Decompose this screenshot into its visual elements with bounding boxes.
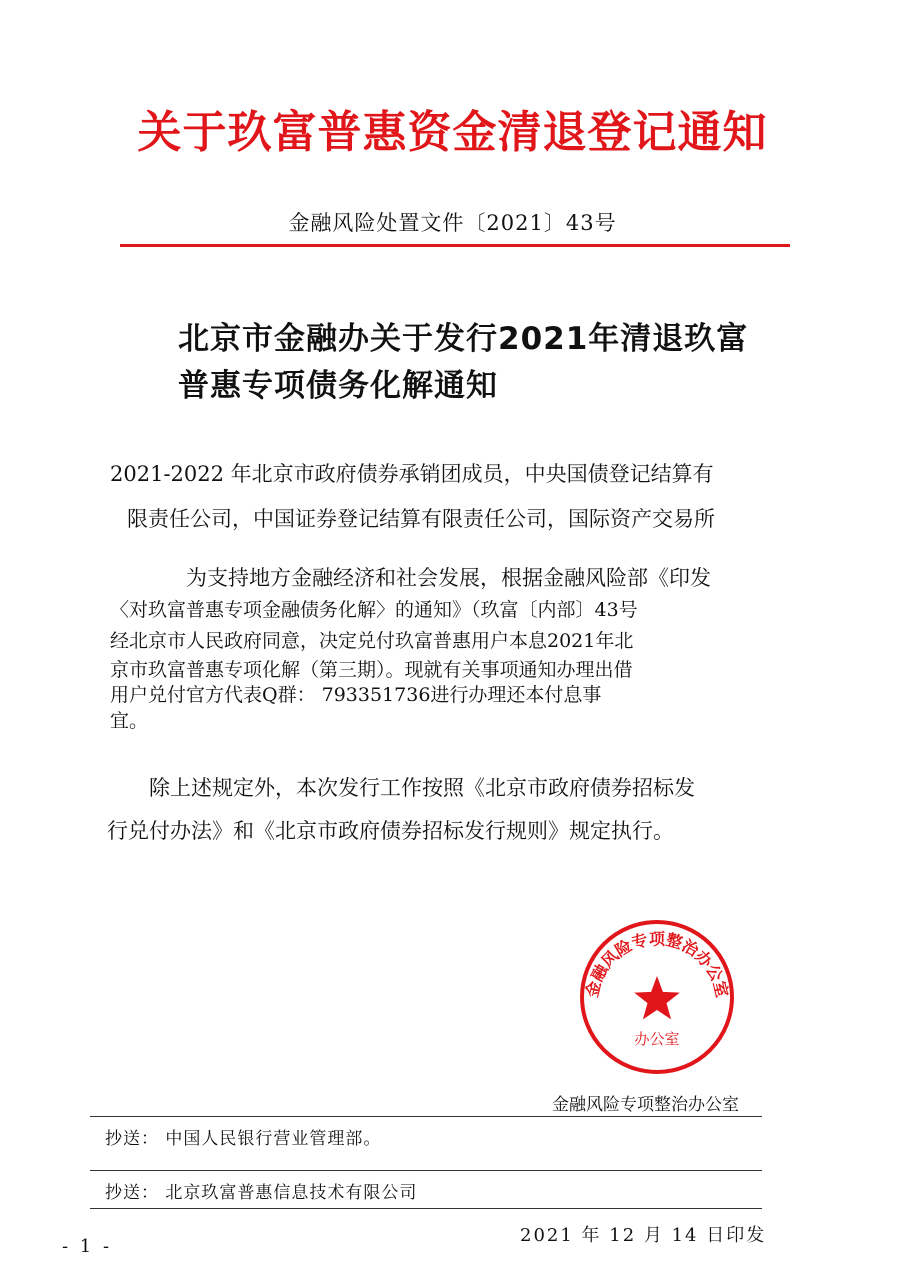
paragraph-1-line: 〈对玖富普惠专项金融债务化解〉的通知》（玖富〔内部〕43号: [110, 599, 638, 621]
cc-divider-top: [90, 1116, 762, 1117]
document-title: 关于玖富普惠资金清退登记通知: [137, 107, 768, 158]
cc-line-2: 抄送： 北京玖富普惠信息技术有限公司: [105, 1183, 418, 1203]
header-divider: [120, 244, 790, 247]
official-seal: [578, 918, 736, 1076]
cc-divider-bottom: [90, 1208, 762, 1209]
paragraph-2-line: 除上述规定外，本次发行工作按照《北京市政府债券招标发: [149, 776, 695, 800]
recipients-line-2: 限责任公司，中国证券登记结算有限责任公司，国际资产交易所: [127, 507, 715, 531]
subtitle-line-1: 北京市金融办关于发行2021年清退玖富: [178, 321, 749, 357]
paragraph-1-line: 为支持地方金融经济和社会发展，根据金融风险部《印发: [186, 566, 711, 590]
paragraph-1-line: 京市玖富普惠专项化解（第三期）。现就有关事项通知办理出借: [110, 659, 633, 681]
paragraph-1-line: 经北京市人民政府同意，决定兑付玖富普惠用户本息2021年北: [110, 630, 634, 652]
cc-line-1: 抄送： 中国人民银行营业管理部。: [105, 1129, 382, 1149]
seal-ring-text: 金融风险专项整治办公室: [582, 929, 732, 1000]
subtitle-line-2: 普惠专项债务化解通知: [178, 368, 498, 404]
paragraph-1-line: 用户兑付官方代表Q群： 793351736进行办理还本付息事: [110, 684, 602, 706]
document-number: 金融风险处置文件〔2021〕43号: [288, 211, 617, 235]
paragraph-1-line: 宜。: [110, 710, 149, 732]
issuing-office: 金融风险专项整治办公室: [552, 1095, 739, 1115]
issue-date: 2021 年 12 月 14 日印发: [520, 1225, 767, 1246]
recipients-line-1: 2021-2022 年北京市政府债券承销团成员，中央国债登记结算有: [110, 462, 714, 486]
cc-divider-middle: [90, 1170, 762, 1171]
paragraph-2-line: 行兑付办法》和《北京市政府债券招标发行规则》规定执行。: [107, 819, 674, 843]
page-number: - 1 -: [62, 1236, 113, 1257]
seal-center-text: 办公室: [634, 1030, 680, 1048]
star-icon: [634, 976, 680, 1019]
